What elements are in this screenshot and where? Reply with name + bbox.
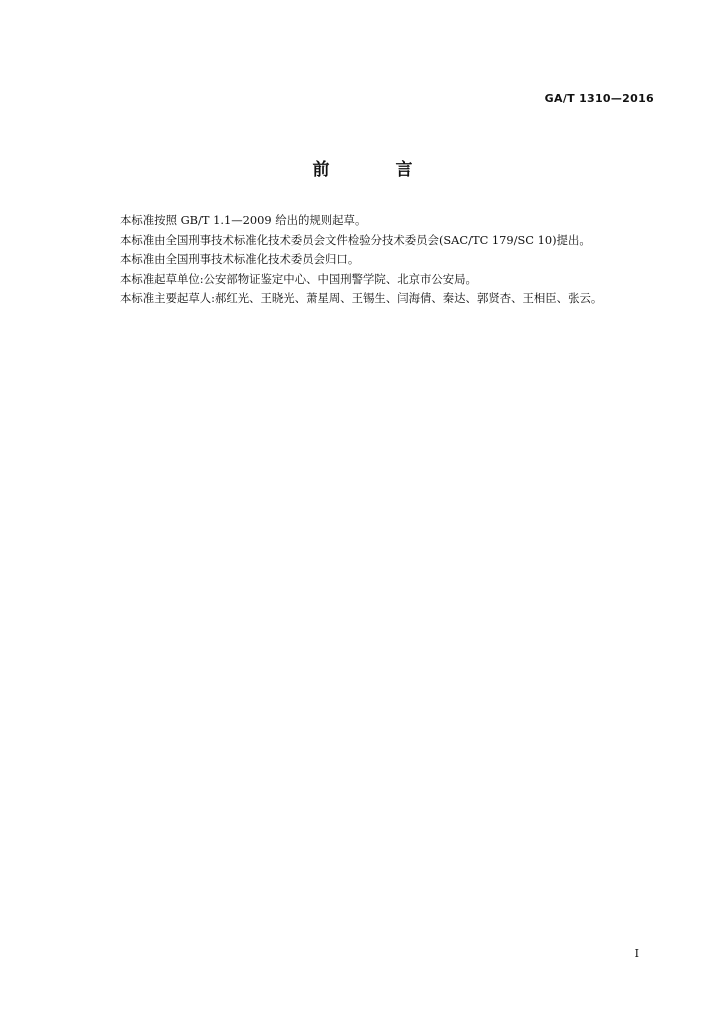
paragraph-administrator: 本标准由全国刑事技术标准化技术委员会归口。 bbox=[120, 252, 360, 267]
page-title: 前 言 bbox=[312, 160, 443, 180]
standard-code: GA/T 1310—2016 bbox=[544, 92, 654, 105]
foreword-body bbox=[120, 211, 660, 309]
page-number: I bbox=[634, 947, 639, 960]
paragraph-drafting-units: 本标准起草单位:公安部物证鉴定中心、中国刑警学院、北京市公安局。 bbox=[120, 271, 477, 286]
paragraph-drafters: 本标准主要起草人:郝红光、王晓光、萧星周、王锡生、闫海倩、秦达、郭贤杏、王相臣、张云。 bbox=[120, 291, 603, 306]
paragraph-drafting-rules: 本标准按照 GB/T 1.1—2009 给出的规则起草。 bbox=[120, 213, 367, 227]
paragraph-proposer: 本标准由全国刑事技术标准化技术委员会文件检验分技术委员会(SAC/TC 179/SC 10)提出。 bbox=[120, 232, 591, 247]
